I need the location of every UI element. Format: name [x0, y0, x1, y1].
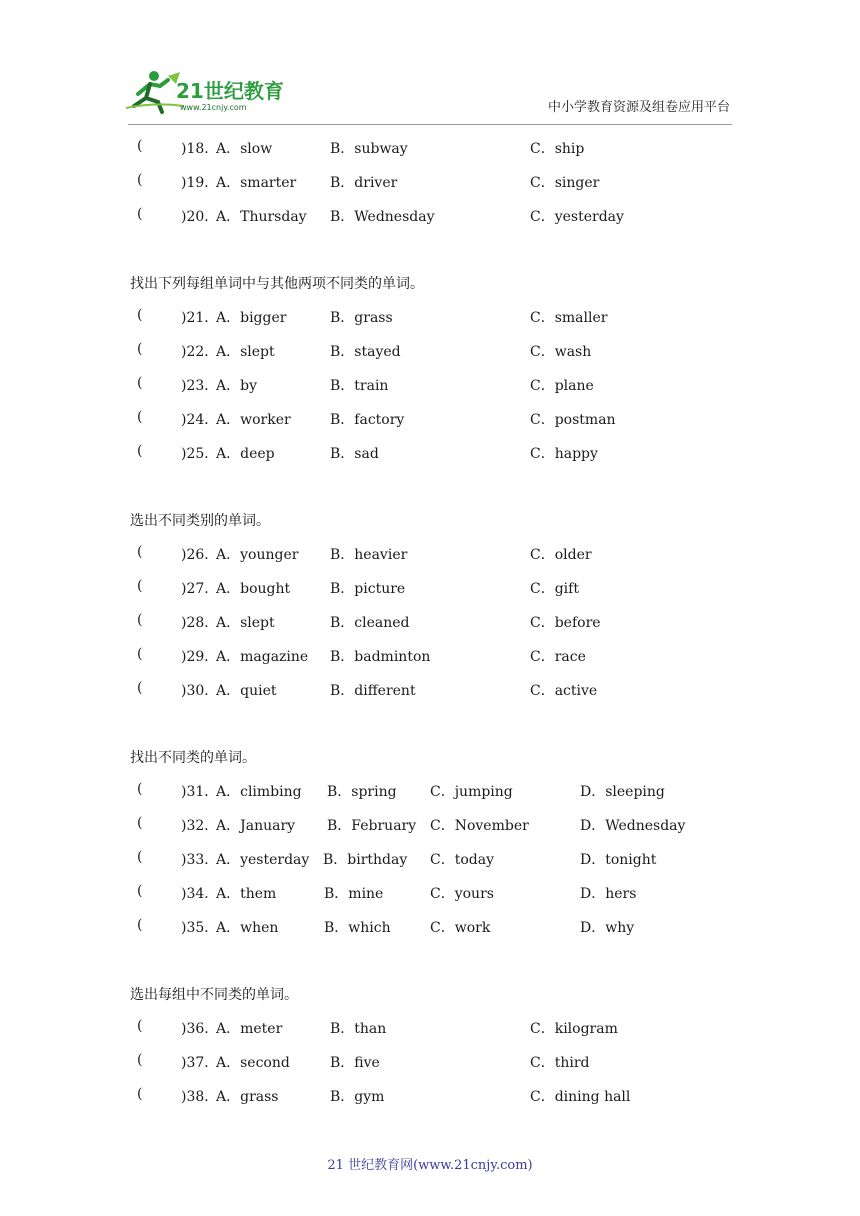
option-d: D．sleeping — [580, 784, 665, 800]
section-instruction: 选出每组中不同类的单词。 — [130, 987, 298, 1003]
page-header — [0, 0, 860, 125]
option-c: C．work — [430, 920, 491, 936]
question-number: )26． — [181, 547, 219, 563]
answer-blank: ( — [137, 172, 143, 188]
option-b: B．subway — [330, 141, 408, 157]
option-a: A．when — [216, 920, 279, 936]
option-b: B．badminton — [330, 649, 431, 665]
option-b: B．spring — [327, 784, 397, 800]
question-row-18 — [0, 138, 860, 160]
option-b: B．heavier — [330, 547, 408, 563]
answer-blank: ( — [137, 544, 143, 560]
option-a: A．yesterday — [216, 852, 310, 868]
question-row-36 — [0, 1018, 860, 1040]
answer-blank: ( — [137, 781, 143, 797]
answer-blank: ( — [137, 917, 143, 933]
question-row-33 — [0, 849, 860, 871]
answer-blank: ( — [137, 1018, 143, 1034]
option-a: A．slow — [216, 141, 273, 157]
option-c: C．race — [530, 649, 586, 665]
option-b: B．February — [327, 818, 417, 834]
option-b: B．picture — [330, 581, 406, 597]
answer-blank: ( — [137, 1052, 143, 1068]
option-a: A．slept — [216, 344, 275, 360]
answer-blank: ( — [137, 849, 143, 865]
answer-blank: ( — [137, 883, 143, 899]
option-c: C．kilogram — [530, 1021, 618, 1037]
option-a: A．Thursday — [216, 209, 307, 225]
question-row-27 — [0, 578, 860, 600]
option-b: B．different — [330, 683, 416, 699]
option-d: D．hers — [580, 886, 637, 902]
section-instruction: 选出不同类别的单词。 — [130, 513, 270, 529]
answer-blank: ( — [137, 409, 143, 425]
option-c: C．jumping — [430, 784, 513, 800]
question-number: )31． — [181, 784, 219, 800]
question-number: )20． — [181, 209, 219, 225]
option-c: C．yours — [430, 886, 494, 902]
answer-blank: ( — [137, 138, 143, 154]
question-number: )25． — [181, 446, 219, 462]
option-b: B．mine — [324, 886, 384, 902]
question-number: )38． — [181, 1089, 219, 1105]
option-b: B．Wednesday — [330, 209, 435, 225]
answer-blank: ( — [137, 341, 143, 357]
option-a: A．quiet — [216, 683, 277, 699]
option-d: D．Wednesday — [580, 818, 686, 834]
question-number: )28． — [181, 615, 219, 631]
answer-blank: ( — [137, 375, 143, 391]
option-b: B．cleaned — [330, 615, 410, 631]
question-row-37 — [0, 1052, 860, 1074]
option-b: B．stayed — [330, 344, 401, 360]
option-b: B．five — [330, 1055, 380, 1071]
answer-blank: ( — [137, 612, 143, 628]
question-row-35 — [0, 917, 860, 939]
option-a: A．grass — [216, 1089, 279, 1105]
question-row-26 — [0, 544, 860, 566]
option-a: A．smarter — [216, 175, 297, 191]
option-a: A．climbing — [216, 784, 302, 800]
question-number: )21． — [181, 310, 219, 326]
question-row-25 — [0, 443, 860, 465]
question-number: )29． — [181, 649, 219, 665]
question-number: )35． — [181, 920, 219, 936]
option-c: C．postman — [530, 412, 616, 428]
question-row-32 — [0, 815, 860, 837]
option-b: B．sad — [330, 446, 379, 462]
option-b: B．factory — [330, 412, 405, 428]
option-a: A．them — [216, 886, 277, 902]
answer-blank: ( — [137, 443, 143, 459]
question-number: )24． — [181, 412, 219, 428]
answer-blank: ( — [137, 680, 143, 696]
logo-runner-icon — [124, 66, 294, 116]
question-row-28 — [0, 612, 860, 634]
option-a: A．bigger — [216, 310, 287, 326]
option-a: A．younger — [216, 547, 299, 563]
page-footer: 21 世纪教育网(www.21cnjy.com) — [327, 1158, 533, 1173]
option-c: C．older — [530, 547, 592, 563]
option-c: C．third — [530, 1055, 590, 1071]
option-c: C．singer — [530, 175, 600, 191]
answer-blank: ( — [137, 646, 143, 662]
option-c: C．happy — [530, 446, 598, 462]
option-a: A．slept — [216, 615, 275, 631]
option-a: A．January — [216, 818, 296, 834]
option-c: C．wash — [530, 344, 592, 360]
question-row-34 — [0, 883, 860, 905]
question-number: )23． — [181, 378, 219, 394]
option-a: A．by — [216, 378, 257, 394]
answer-blank: ( — [137, 578, 143, 594]
option-c: C．active — [530, 683, 598, 699]
question-number: )19． — [181, 175, 219, 191]
answer-blank: ( — [137, 1086, 143, 1102]
header-divider — [128, 124, 732, 125]
question-row-23 — [0, 375, 860, 397]
question-number: )18． — [181, 141, 219, 157]
option-a: A．magazine — [216, 649, 309, 665]
option-c: C．gift — [530, 581, 579, 597]
option-a: A．deep — [216, 446, 275, 462]
question-number: )22． — [181, 344, 219, 360]
section-instruction: 找出下列每组单词中与其他两项不同类的单词。 — [130, 276, 424, 292]
option-c: C．yesterday — [530, 209, 624, 225]
option-c: C．ship — [530, 141, 585, 157]
option-b: B．which — [324, 920, 391, 936]
question-row-29 — [0, 646, 860, 668]
answer-blank: ( — [137, 206, 143, 222]
option-b: B．driver — [330, 175, 398, 191]
question-number: )27． — [181, 581, 219, 597]
section-instruction: 找出不同类的单词。 — [130, 750, 256, 766]
option-a: A．worker — [216, 412, 291, 428]
question-number: )34． — [181, 886, 219, 902]
option-a: A．bought — [216, 581, 291, 597]
option-d: D．tonight — [580, 852, 657, 868]
option-b: B．birthday — [323, 852, 408, 868]
option-c: C．dining hall — [530, 1089, 631, 1105]
platform-tagline: 中小学教育资源及组卷应用平台 — [547, 100, 730, 115]
question-number: )36． — [181, 1021, 219, 1037]
option-a: A．second — [216, 1055, 290, 1071]
answer-blank: ( — [137, 815, 143, 831]
option-b: B．train — [330, 378, 389, 394]
answer-blank: ( — [137, 307, 143, 323]
question-row-19 — [0, 172, 860, 194]
question-row-21 — [0, 307, 860, 329]
logo-text: 21世纪教育 — [176, 79, 284, 103]
logo-subtext: www.21cnjy.com — [180, 103, 247, 112]
option-c: C．plane — [530, 378, 594, 394]
option-b: B．grass — [330, 310, 393, 326]
question-row-38 — [0, 1086, 860, 1108]
question-number: )37． — [181, 1055, 219, 1071]
option-b: B．than — [330, 1021, 387, 1037]
option-d: D．why — [580, 920, 635, 936]
question-number: )30． — [181, 683, 219, 699]
question-row-31 — [0, 781, 860, 803]
option-c: C．today — [430, 852, 494, 868]
option-a: A．meter — [216, 1021, 283, 1037]
question-row-20 — [0, 206, 860, 228]
question-number: )33． — [181, 852, 219, 868]
question-number: )32． — [181, 818, 219, 834]
option-b: B．gym — [330, 1089, 385, 1105]
option-c: C．before — [530, 615, 601, 631]
option-c: C．November — [430, 818, 529, 834]
option-c: C．smaller — [530, 310, 608, 326]
question-row-24 — [0, 409, 860, 431]
question-row-30 — [0, 680, 860, 702]
question-row-22 — [0, 341, 860, 363]
